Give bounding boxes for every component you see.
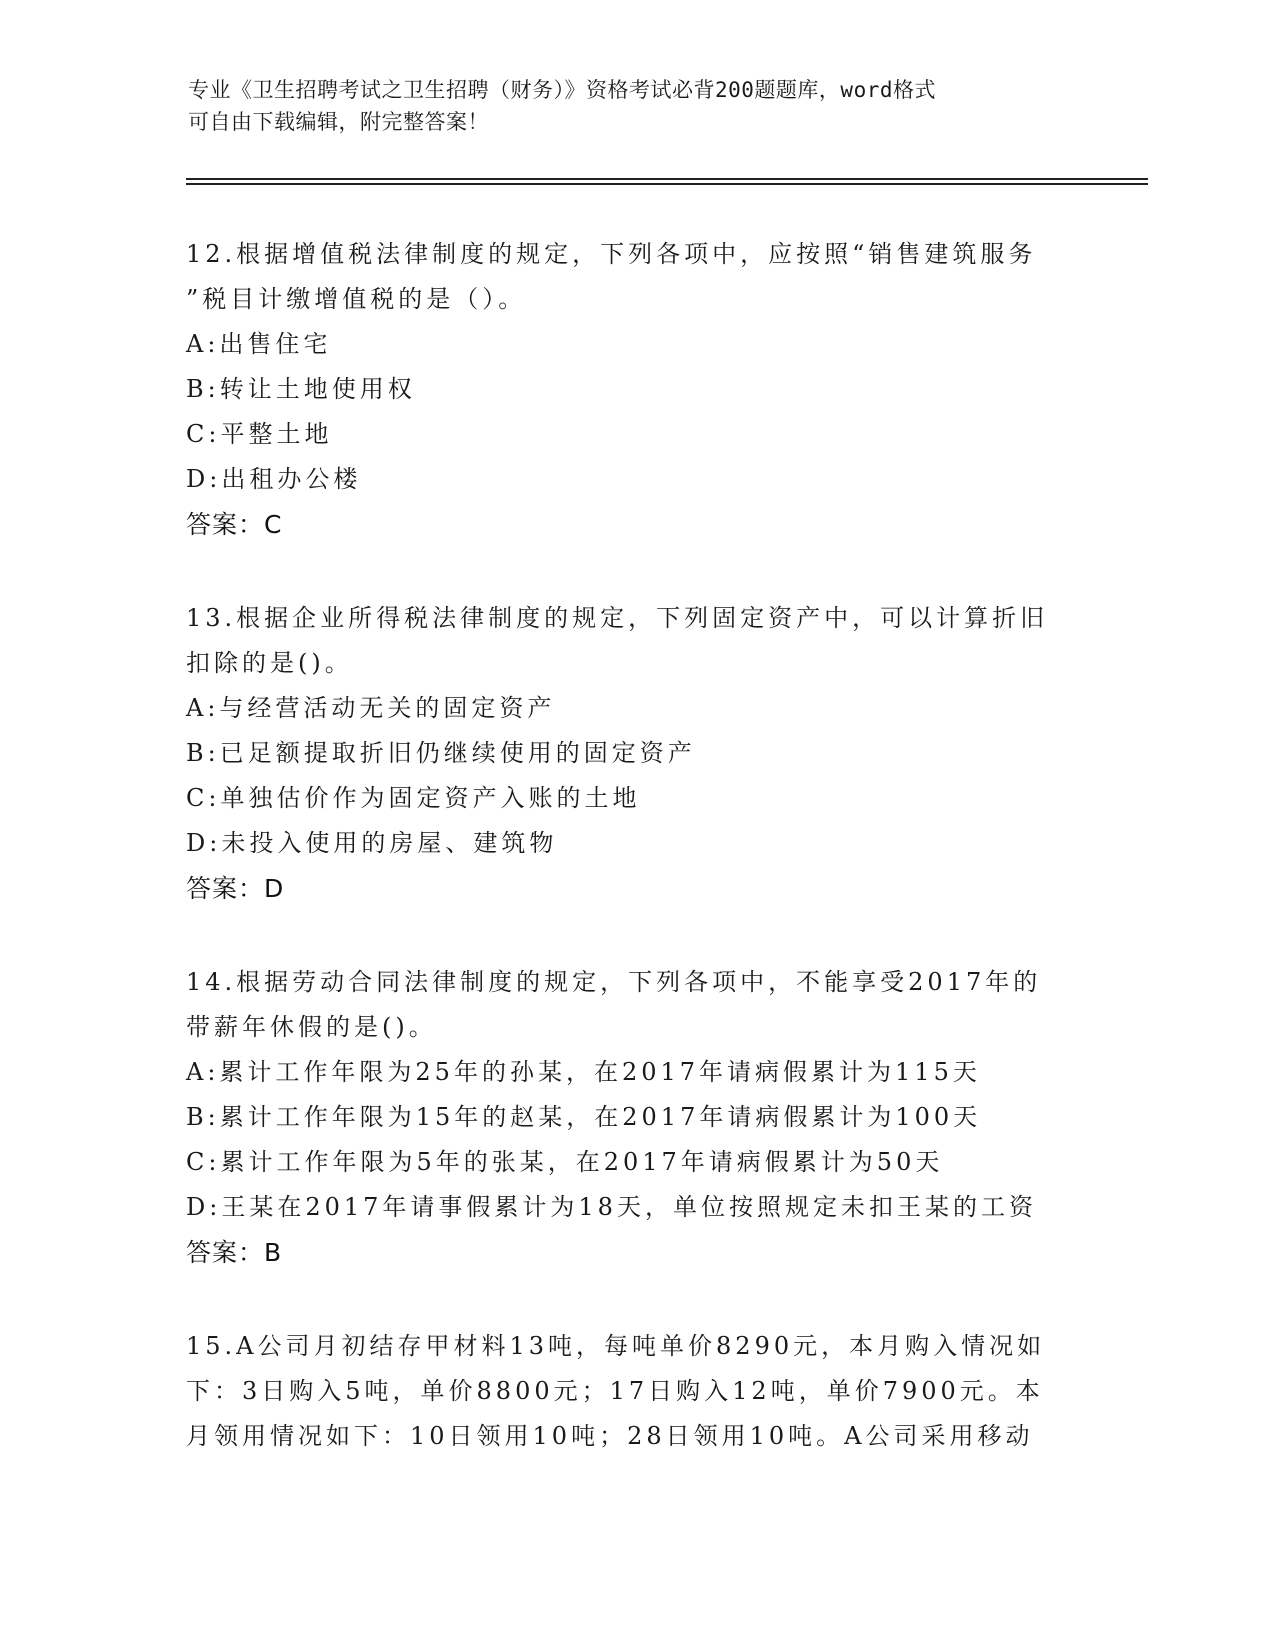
option-d: D:出租办公楼 — [186, 465, 362, 493]
question-13 — [186, 596, 1086, 911]
option-d: D:未投入使用的房屋、建筑物 — [186, 829, 558, 857]
option-c: C:平整土地 — [186, 420, 333, 448]
stem-line: ”税目计缴增值税的是（）。 — [186, 285, 527, 313]
stem-line: 14.根据劳动合同法律制度的规定，下列各项中，不能享受2017年的 — [186, 968, 1042, 996]
stem-line: 带薪年休假的是()。 — [186, 1013, 437, 1041]
header-divider-top — [186, 178, 1148, 180]
question-15 — [186, 1324, 1086, 1459]
stem-line: 月领用情况如下：10日领用10吨；28日领用10吨。A公司采用移动 — [186, 1422, 1034, 1450]
stem-line: 扣除的是()。 — [186, 649, 353, 677]
option-d: D:王某在2017年请事假累计为18天，单位按照规定未扣王某的工资 — [186, 1193, 1037, 1221]
question-stem — [186, 596, 1086, 686]
answer: 答案：B — [186, 1238, 283, 1267]
question-14 — [186, 960, 1086, 1275]
question-list — [186, 232, 1086, 1508]
option-c: C:累计工作年限为5年的张某，在2017年请病假累计为50天 — [186, 1148, 944, 1176]
question-12 — [186, 232, 1086, 547]
option-a: A:出售住宅 — [186, 330, 332, 358]
option-c: C:单独估价作为固定资产入账的土地 — [186, 784, 641, 812]
option-a: A:累计工作年限为25年的孙某，在2017年请病假累计为115天 — [186, 1058, 981, 1086]
question-stem — [186, 960, 1086, 1050]
header-line-2: 可自由下载编辑，附完整答案！ — [188, 110, 489, 134]
header-divider-bottom — [186, 183, 1148, 185]
header-line-1: 专业《卫生招聘考试之卫生招聘（财务）》资格考试必背200题题库，word格式 — [188, 78, 936, 102]
stem-line: 12.根据增值税法律制度的规定，下列各项中，应按照“销售建筑服务 — [186, 240, 1037, 268]
document-header — [188, 74, 1068, 138]
question-stem — [186, 1324, 1086, 1459]
option-b: B:转让土地使用权 — [186, 375, 416, 403]
stem-line: 13.根据企业所得税法律制度的规定，下列固定资产中，可以计算折旧 — [186, 604, 1049, 632]
answer: 答案：C — [186, 510, 283, 539]
stem-line: 下：3日购入5吨，单价8800元；17日购入12吨，单价7900元。本 — [186, 1377, 1044, 1405]
stem-line: 15.A公司月初结存甲材料13吨，每吨单价8290元，本月购入情况如 — [186, 1332, 1046, 1360]
option-b: B:累计工作年限为15年的赵某，在2017年请病假累计为100天 — [186, 1103, 982, 1131]
option-a: A:与经营活动无关的固定资产 — [186, 694, 556, 722]
option-b: B:已足额提取折旧仍继续使用的固定资产 — [186, 739, 696, 767]
answer: 答案：D — [186, 874, 285, 903]
question-stem — [186, 232, 1086, 322]
